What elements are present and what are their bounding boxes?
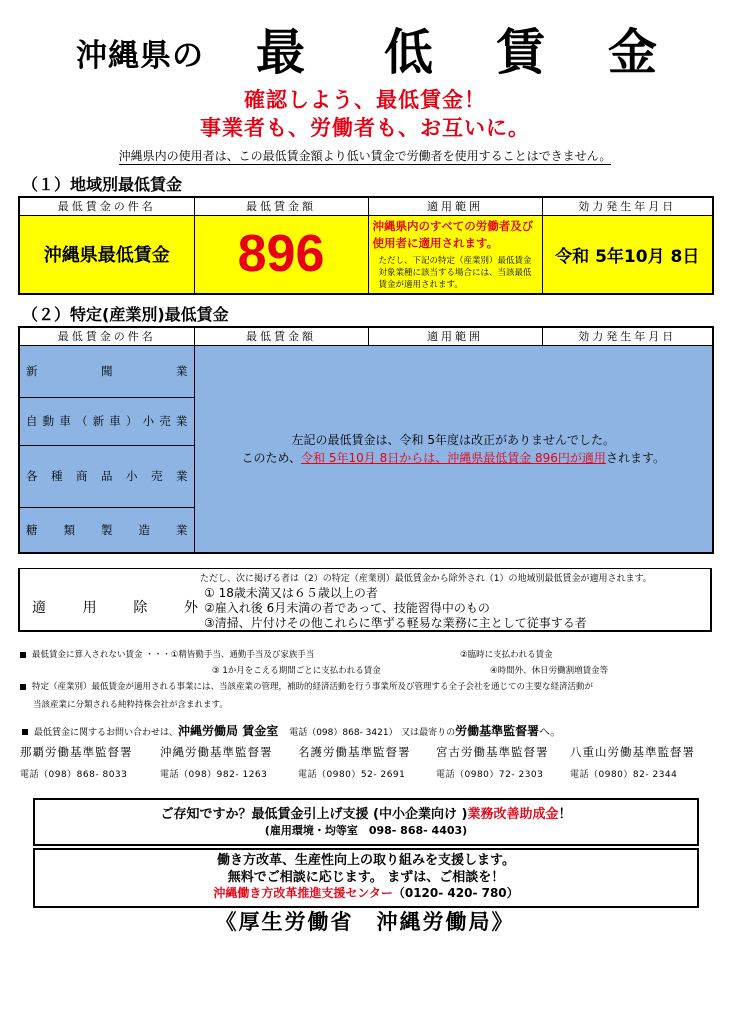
header-cell: 適用範囲 <box>368 327 542 345</box>
scope-main: 沖縄県内のすべての労働者及び使用者に適用されます。 <box>372 218 534 250</box>
industry-label: 糖 類 製 造 業 <box>26 522 188 537</box>
exclusion-item: ③清掃、片付けその他これらに準ずる軽易な業務に主として従事する者 <box>204 616 587 630</box>
industry-label: 新 聞 業 <box>26 364 188 378</box>
industry-wage-table <box>18 326 714 554</box>
title-char: 低 <box>384 24 434 81</box>
industry-row <box>19 345 194 397</box>
bullet-square-icon <box>20 652 26 658</box>
industry-message <box>194 345 713 553</box>
regional-wage-table <box>18 196 714 295</box>
exclusion-header: ただし、次に掲げる者は（2）の特定（産業別）最低賃金から除外され（1）の地域別最低賃金が適用されます。 <box>200 574 652 584</box>
office-item: 那覇労働基準監督署 電話（098）868- 8033 <box>20 745 133 780</box>
wage-amount: 896 <box>194 215 368 294</box>
message-line2: このため、令和 5年10月 8日からは、沖縄県最低賃金 896円が適用されます。 <box>241 450 665 465</box>
support-line2: 無料でご相談に応じます。 まずは、ご相談を！ <box>227 870 505 885</box>
office-item: 宮古労働基準監督署 電話（0980）72- 2303 <box>436 745 549 780</box>
support-line1: 働き方改革、生産性向上の取り組みを支援します。 <box>217 853 515 868</box>
title-char: 賃 <box>496 24 546 81</box>
exclusion-item: ②雇入れ後 6月未満の者であって、技能習得中のもの <box>204 601 490 615</box>
title-char: 金 <box>608 24 658 81</box>
section2-title: （２）特定(産業別)最低賃金 <box>22 305 229 324</box>
note-item: ④時間外、休日労働割増賃金等 <box>490 666 609 676</box>
bullet-square-icon <box>22 729 28 735</box>
subtitle-2: 事業者も、労働者も、お互いに。 <box>200 116 530 140</box>
support-center-box <box>33 848 699 908</box>
office-item: 名護労働基準監督署 電話（0980）52- 2691 <box>298 745 411 780</box>
wage-name: 沖縄県最低賃金 <box>19 215 194 294</box>
header-cell: 最低賃金の件名 <box>19 197 194 215</box>
header-cell: 適用範囲 <box>368 197 542 215</box>
header-cell: 最低賃金額 <box>194 197 368 215</box>
usage-notice: 沖縄県内の使用者は、この最低賃金額より低い賃金で労働者を使用することはできません。 <box>118 149 612 163</box>
subsidy-line2: (雇用環境・均等室 098- 868- 4403) <box>264 824 468 837</box>
message-line1: 左記の最低賃金は、令和 5年度は改正がありませんでした。 <box>291 432 615 447</box>
effective-date: 令和 5年10月 8日 <box>542 215 713 294</box>
exclusion-label: 適 用 除 外 <box>32 600 198 616</box>
note-item: ②臨時に支払われる賃金 <box>460 650 553 660</box>
title-char: 最 <box>256 24 306 81</box>
contact-line: 最低賃金に関するお問い合わせは、沖縄労働局 賃金室 電話（098）868- 3421） 又は最寄りの労働基準監督署へ。 <box>22 722 561 739</box>
exclusion-box <box>18 568 712 632</box>
wage-scope <box>368 215 542 294</box>
header-cell: 効力発生年月日 <box>542 327 713 345</box>
section1-title: （１）地域別最低賃金 <box>22 175 183 194</box>
subsidy-box <box>33 798 699 846</box>
office-item: 八重山労働基準監督署 電話（0980）82- 2344 <box>570 745 695 780</box>
industry-row <box>19 397 194 445</box>
note-item: ③ 1か月をこえる期間ごとに支払われる賃金 <box>212 666 381 676</box>
industry-row <box>19 507 194 553</box>
note-specific: 特定（産業別）最低賃金が適用される事業には、当該産業の管理，補助的経済活動を行う事業所及び管理する全子会社を通じての主要な経済活動が <box>20 680 593 692</box>
office-item: 沖縄労働基準監督署 電話（098）982- 1263 <box>160 745 273 780</box>
page-title <box>0 14 730 81</box>
scope-note: ただし、下記の特定（産業別）最低賃金対象業種に該当する場合には、当該最低賃金が適用されます。 <box>378 255 532 290</box>
footer-issuer: 《厚生労働省 沖縄労働局》 <box>215 910 515 934</box>
industry-row <box>19 445 194 507</box>
industry-label: 各 種 商 品 小 売 業 <box>26 469 188 483</box>
header-cell: 効力発生年月日 <box>542 197 713 215</box>
subtitle-1: 確認しよう、最低賃金！ <box>244 88 486 112</box>
subsidy-line1: ご存知ですか？最低賃金引上げ支援 (中小企業向け )業務改善助成金！ <box>160 807 572 822</box>
title-prefix: 沖縄県の <box>76 38 204 74</box>
header-cell: 最低賃金の件名 <box>19 327 194 345</box>
exclusion-item: ① 18歳未満又は６５歳以上の者 <box>204 586 378 600</box>
bullet-square-icon <box>20 684 26 690</box>
note-excluded: 最低賃金に算入されない賃金 ・・・①精皆勤手当、通勤手当及び家族手当 <box>20 648 314 660</box>
industry-label: 自 動 車 （ 新 車 ） 小 売 業 <box>26 414 188 428</box>
header-cell: 最低賃金額 <box>194 327 368 345</box>
note-specific-line2: 当該産業に分類される純粋持株会社が含まれます。 <box>33 700 228 710</box>
support-line3: 沖縄働き方改革推進支援センター（0120- 420- 780） <box>213 886 519 900</box>
